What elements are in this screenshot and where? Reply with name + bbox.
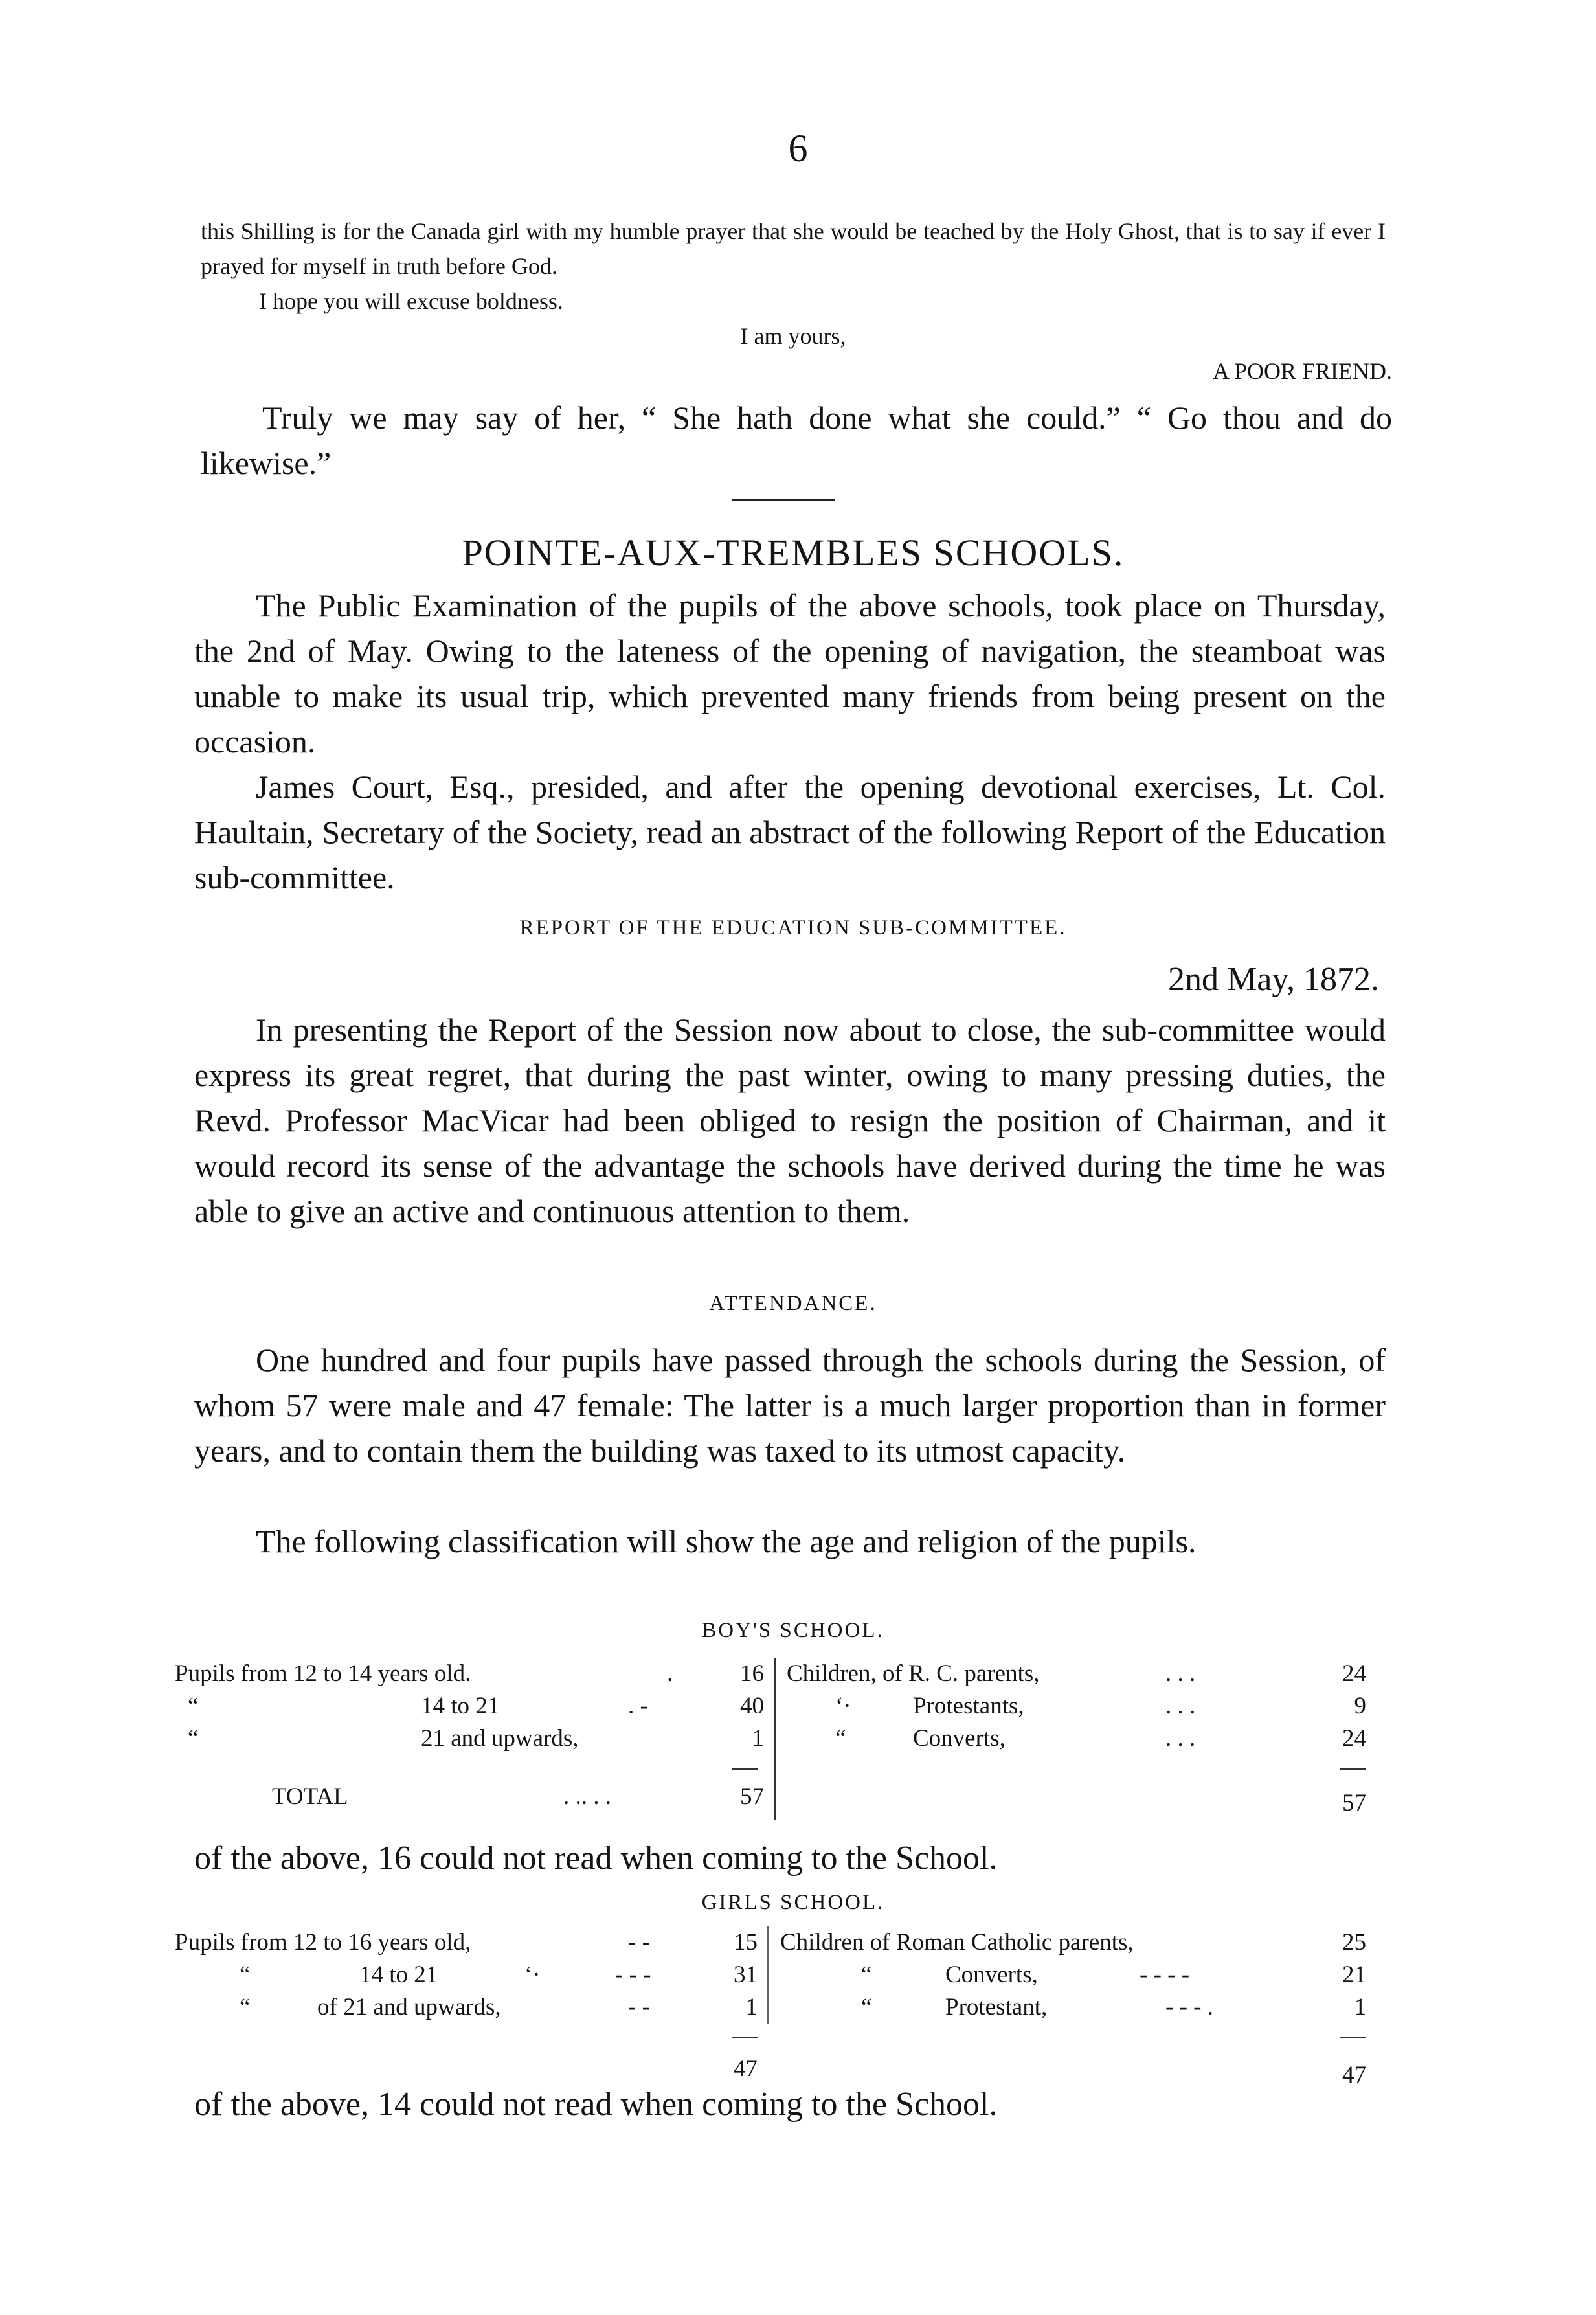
ditto-mark: ‘· [835, 1693, 851, 1719]
boys-school-table [175, 1658, 1405, 1816]
age-count: 1 [745, 1994, 758, 2020]
age-group: 21 and upwards, [421, 1725, 579, 1752]
report-heading: REPORT OF THE EDUCATION SUB-COMMITTEE. [519, 916, 1067, 940]
total-religion-count: 47 [1342, 2062, 1366, 2088]
table-row [175, 1690, 1405, 1722]
leader-dots: - - - . [1165, 1994, 1213, 2020]
religion-count: 1 [1354, 1994, 1366, 2020]
table-total-row [175, 1781, 1405, 1816]
ditto-mark: “ [188, 1693, 199, 1719]
leader-dots: . [667, 1660, 673, 1687]
age-group: of 21 and upwards, [317, 1994, 501, 2020]
age-count: 15 [734, 1929, 758, 1956]
ditto-mark: ‘· [524, 1961, 541, 1988]
table-row [175, 1959, 1405, 1991]
religion-group: Protestants, [913, 1693, 1024, 1719]
table-row [175, 1722, 1405, 1755]
letter-body: this Shilling is for the Canada girl with my humble prayer that she would be teached by the Holy Ghost, that is to say if ever I prayed for myself in truth before God. [201, 218, 1386, 279]
paragraph-presided: James Court, Esq., presided, and after the opening devotional exercises, Lt. Col. Haultain, Secretary of the Society, read an abstract of the following Report of the Education sub-committee. [194, 769, 1386, 896]
religion-group: Converts, [945, 1961, 1038, 1988]
leader-dots: . . . [1165, 1725, 1196, 1752]
sum-rule [732, 2037, 758, 2038]
boys-note: of the above, 16 could not read when coming to the School. [194, 1840, 998, 1877]
table-row [175, 1991, 1405, 2024]
girls-note: of the above, 14 could not read when coming to the School. [194, 2086, 998, 2123]
sum-rule [1340, 1768, 1366, 1770]
leader-dots: - - - - [1140, 1961, 1190, 1988]
ditto-mark: “ [835, 1725, 846, 1752]
leader-dots: . - [628, 1693, 648, 1719]
age-count: 16 [740, 1660, 764, 1687]
age-count: 1 [752, 1725, 764, 1752]
religion-count: 24 [1342, 1660, 1366, 1687]
religion-group: Children of Roman Catholic parents, [780, 1929, 1134, 1956]
leader-dots: . . . [1165, 1693, 1196, 1719]
religion-group: Children, of R. C. parents, [787, 1660, 1040, 1687]
column-divider [767, 1926, 769, 2024]
girls-school-table [175, 1926, 1405, 2088]
age-group: Pupils from 12 to 14 years old. [175, 1660, 471, 1687]
age-group: 14 to 21 [359, 1961, 438, 1988]
ditto-mark: “ [861, 1994, 872, 2020]
ditto-mark: “ [861, 1961, 872, 1988]
letter-closing: I am yours, [740, 323, 846, 349]
section-title: POINTE-AUX-TREMBLES SCHOOLS. [462, 532, 1125, 574]
boys-school-heading: BOY'S SCHOOL. [702, 1619, 884, 1642]
leader-dots: . .. . . [563, 1783, 611, 1810]
ditto-mark: “ [188, 1725, 199, 1752]
age-group: 14 to 21 [421, 1693, 500, 1719]
age-count: 40 [740, 1693, 764, 1719]
sum-rule [732, 1768, 758, 1770]
column-divider [774, 1658, 776, 1820]
age-count: 31 [734, 1961, 758, 1988]
religion-group: Converts, [913, 1725, 1006, 1752]
girls-school-heading: GIRLS SCHOOL. [701, 1891, 885, 1914]
leader-dots: - - - [615, 1961, 651, 1988]
age-group: Pupils from 12 to 16 years old, [175, 1929, 471, 1956]
leader-dots: - - [628, 1994, 650, 2020]
total-age-count: 57 [740, 1783, 764, 1810]
leader-dots: - - [628, 1929, 650, 1956]
religion-count: 25 [1342, 1929, 1366, 1956]
religion-count: 21 [1342, 1961, 1366, 1988]
religion-group: Protestant, [945, 1994, 1048, 2020]
total-religion-count: 57 [1342, 1790, 1366, 1816]
letter-signature: A POOR FRIEND. [1212, 358, 1392, 384]
ditto-mark: “ [240, 1994, 251, 2020]
paragraph-classification: The following classification will show the age and religion of the pupils. [256, 1523, 1197, 1559]
leader-dots: . . . [1165, 1660, 1196, 1687]
paragraph-examination: The Public Examination of the pupils of the above schools, took place on Thursday, the 2nd of May. Owing to the lateness of the opening of navigation, the steamboat was unable to make its usual trip, which prevented many friends from being present on the occasion. [194, 587, 1386, 760]
total-label: TOTAL [272, 1783, 348, 1810]
letter-excuse: I hope you will excuse boldness. [259, 288, 563, 314]
paragraph-attendance: One hundred and four pupils have passed through the schools during the Session, of whom 57 were male and 47 female: The latter is a much larger proportion than in former years, and to contain them the building was taxed to its utmost capacity. [194, 1342, 1386, 1469]
attendance-heading: ATTENDANCE. [709, 1292, 877, 1315]
religion-count: 9 [1354, 1693, 1366, 1719]
table-row [175, 1926, 1405, 1959]
sum-rule [1340, 2037, 1366, 2038]
section-divider [732, 499, 835, 501]
report-date: 2nd May, 1872. [1168, 961, 1379, 998]
table-row [175, 1658, 1405, 1690]
ditto-mark: “ [240, 1961, 251, 1988]
paragraph-report: In presenting the Report of the Session now about to close, the sub-committee would express its great regret, that during the past winter, owing to many pressing duties, the Revd. Professor MacVicar had been obliged to resign the position of Chairman, and it would record its sense of the advantage the schools have derived during the time he was able to give an active and continuous attention to them. [194, 1011, 1386, 1229]
religion-count: 24 [1342, 1725, 1366, 1752]
table-total-row [175, 2053, 1405, 2088]
page-number: 6 [788, 127, 808, 170]
total-age-count: 47 [734, 2055, 758, 2082]
comment-paragraph: Truly we may say of her, “ She hath done what she could.” “ Go thou and do likewise.” [201, 400, 1392, 481]
